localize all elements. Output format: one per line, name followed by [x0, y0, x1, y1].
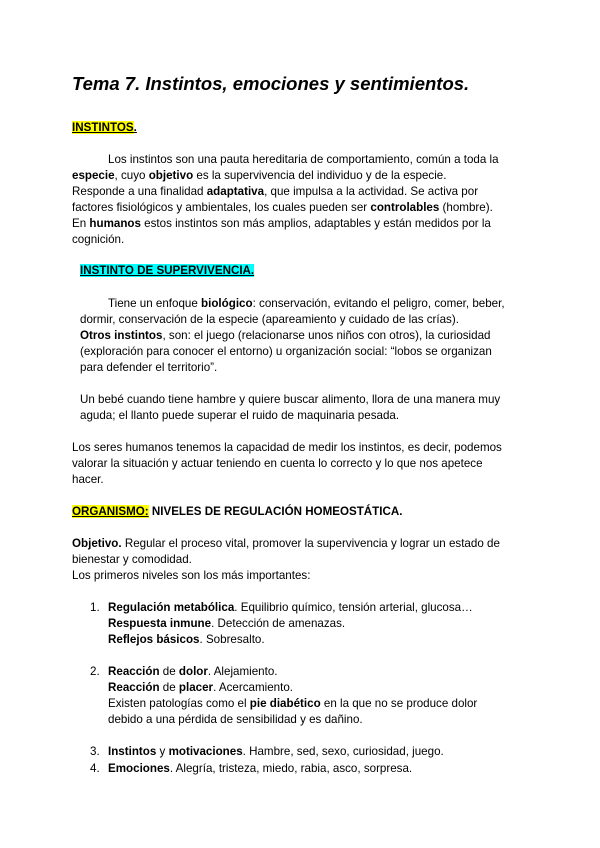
text-line: Tiene un enfoque biológico: conservación, evitando el peligro, comer, beber, — [108, 297, 505, 310]
text-line: bienestar y comodidad. — [72, 553, 192, 566]
text-line: especie, cuyo objetivo es la supervivencia del individuo y de la especie. — [72, 169, 447, 182]
list-number: 2. — [90, 665, 100, 678]
text-line: Un bebé cuando tiene hambre y quiere buscar alimento, llora de una manera muy — [80, 393, 501, 406]
text-line: Reflejos básicos. Sobresalto. — [108, 633, 265, 646]
text-line: cognición. — [72, 233, 125, 246]
text-line: Instintos y motivaciones. Hambre, sed, sexo, curiosidad, juego. — [108, 745, 444, 758]
text-line: Regulación metabólica. Equilibrio químico, tensión arterial, glucosa… — [108, 601, 473, 614]
list-number: 3. — [90, 745, 100, 758]
text-line: Objetivo. Regular el proceso vital, promover la supervivencia y lograr un estado de — [72, 537, 500, 550]
text-line: hacer. — [72, 473, 104, 486]
text-line: Responde a una finalidad adaptativa, que impulsa a la actividad. Se activa por — [72, 185, 479, 198]
text-line: debido a una pérdida de sensibilidad y es dañino. — [108, 713, 363, 726]
section-heading-instintos: INSTINTOS. — [72, 121, 137, 134]
text-line: Reacción de dolor. Alejamiento. — [108, 665, 278, 678]
list-number: 1. — [90, 601, 100, 614]
list-number: 4. — [90, 762, 100, 775]
text-line: Respuesta inmune. Detección de amenazas. — [108, 617, 346, 630]
page-title: Tema 7. Instintos, emociones y sentimientos. — [72, 73, 470, 94]
section-heading-organismo: ORGANISMO: NIVELES DE REGULACIÓN HOMEOSTÁTICA. — [72, 505, 403, 518]
text-line: Otros instintos, son: el juego (relacionarse unos niños con otros), la curiosidad — [80, 329, 491, 342]
text-line: Emociones. Alegría, tristeza, miedo, rabia, asco, sorpresa. — [108, 762, 413, 775]
text-line: factores fisiológicos y ambientales, los cuales pueden ser controlables (hombre). — [72, 201, 493, 214]
text-line: Los primeros niveles son los más importantes: — [72, 569, 311, 582]
text-line: valorar la situación y actuar teniendo en cuenta lo correcto y lo que nos apetece — [72, 457, 483, 470]
section-heading-supervivencia: INSTINTO DE SUPERVIVENCIA. — [80, 264, 255, 277]
text-line: Existen patologías como el pie diabético en la que no se produce dolor — [108, 697, 478, 710]
text-line: En humanos estos instintos son más amplios, adaptables y están medidos por la — [72, 217, 491, 230]
text-line: (exploración para conocer el entorno) u organización social: “lobos se organizan — [80, 345, 492, 358]
text-line: Los instintos son una pauta hereditaria de comportamiento, común a toda la — [108, 153, 499, 166]
text-line: Los seres humanos tenemos la capacidad de medir los instintos, es decir, podemos — [72, 441, 502, 454]
text-line: aguda; el llanto puede superar el ruido de maquinaria pesada. — [80, 409, 400, 422]
text-line: dormir, conservación de la especie (apareamiento y cuidado de las crías). — [80, 313, 459, 326]
text-line: Reacción de placer. Acercamiento. — [108, 681, 293, 694]
text-line: para defender el territorio”. — [80, 361, 218, 374]
